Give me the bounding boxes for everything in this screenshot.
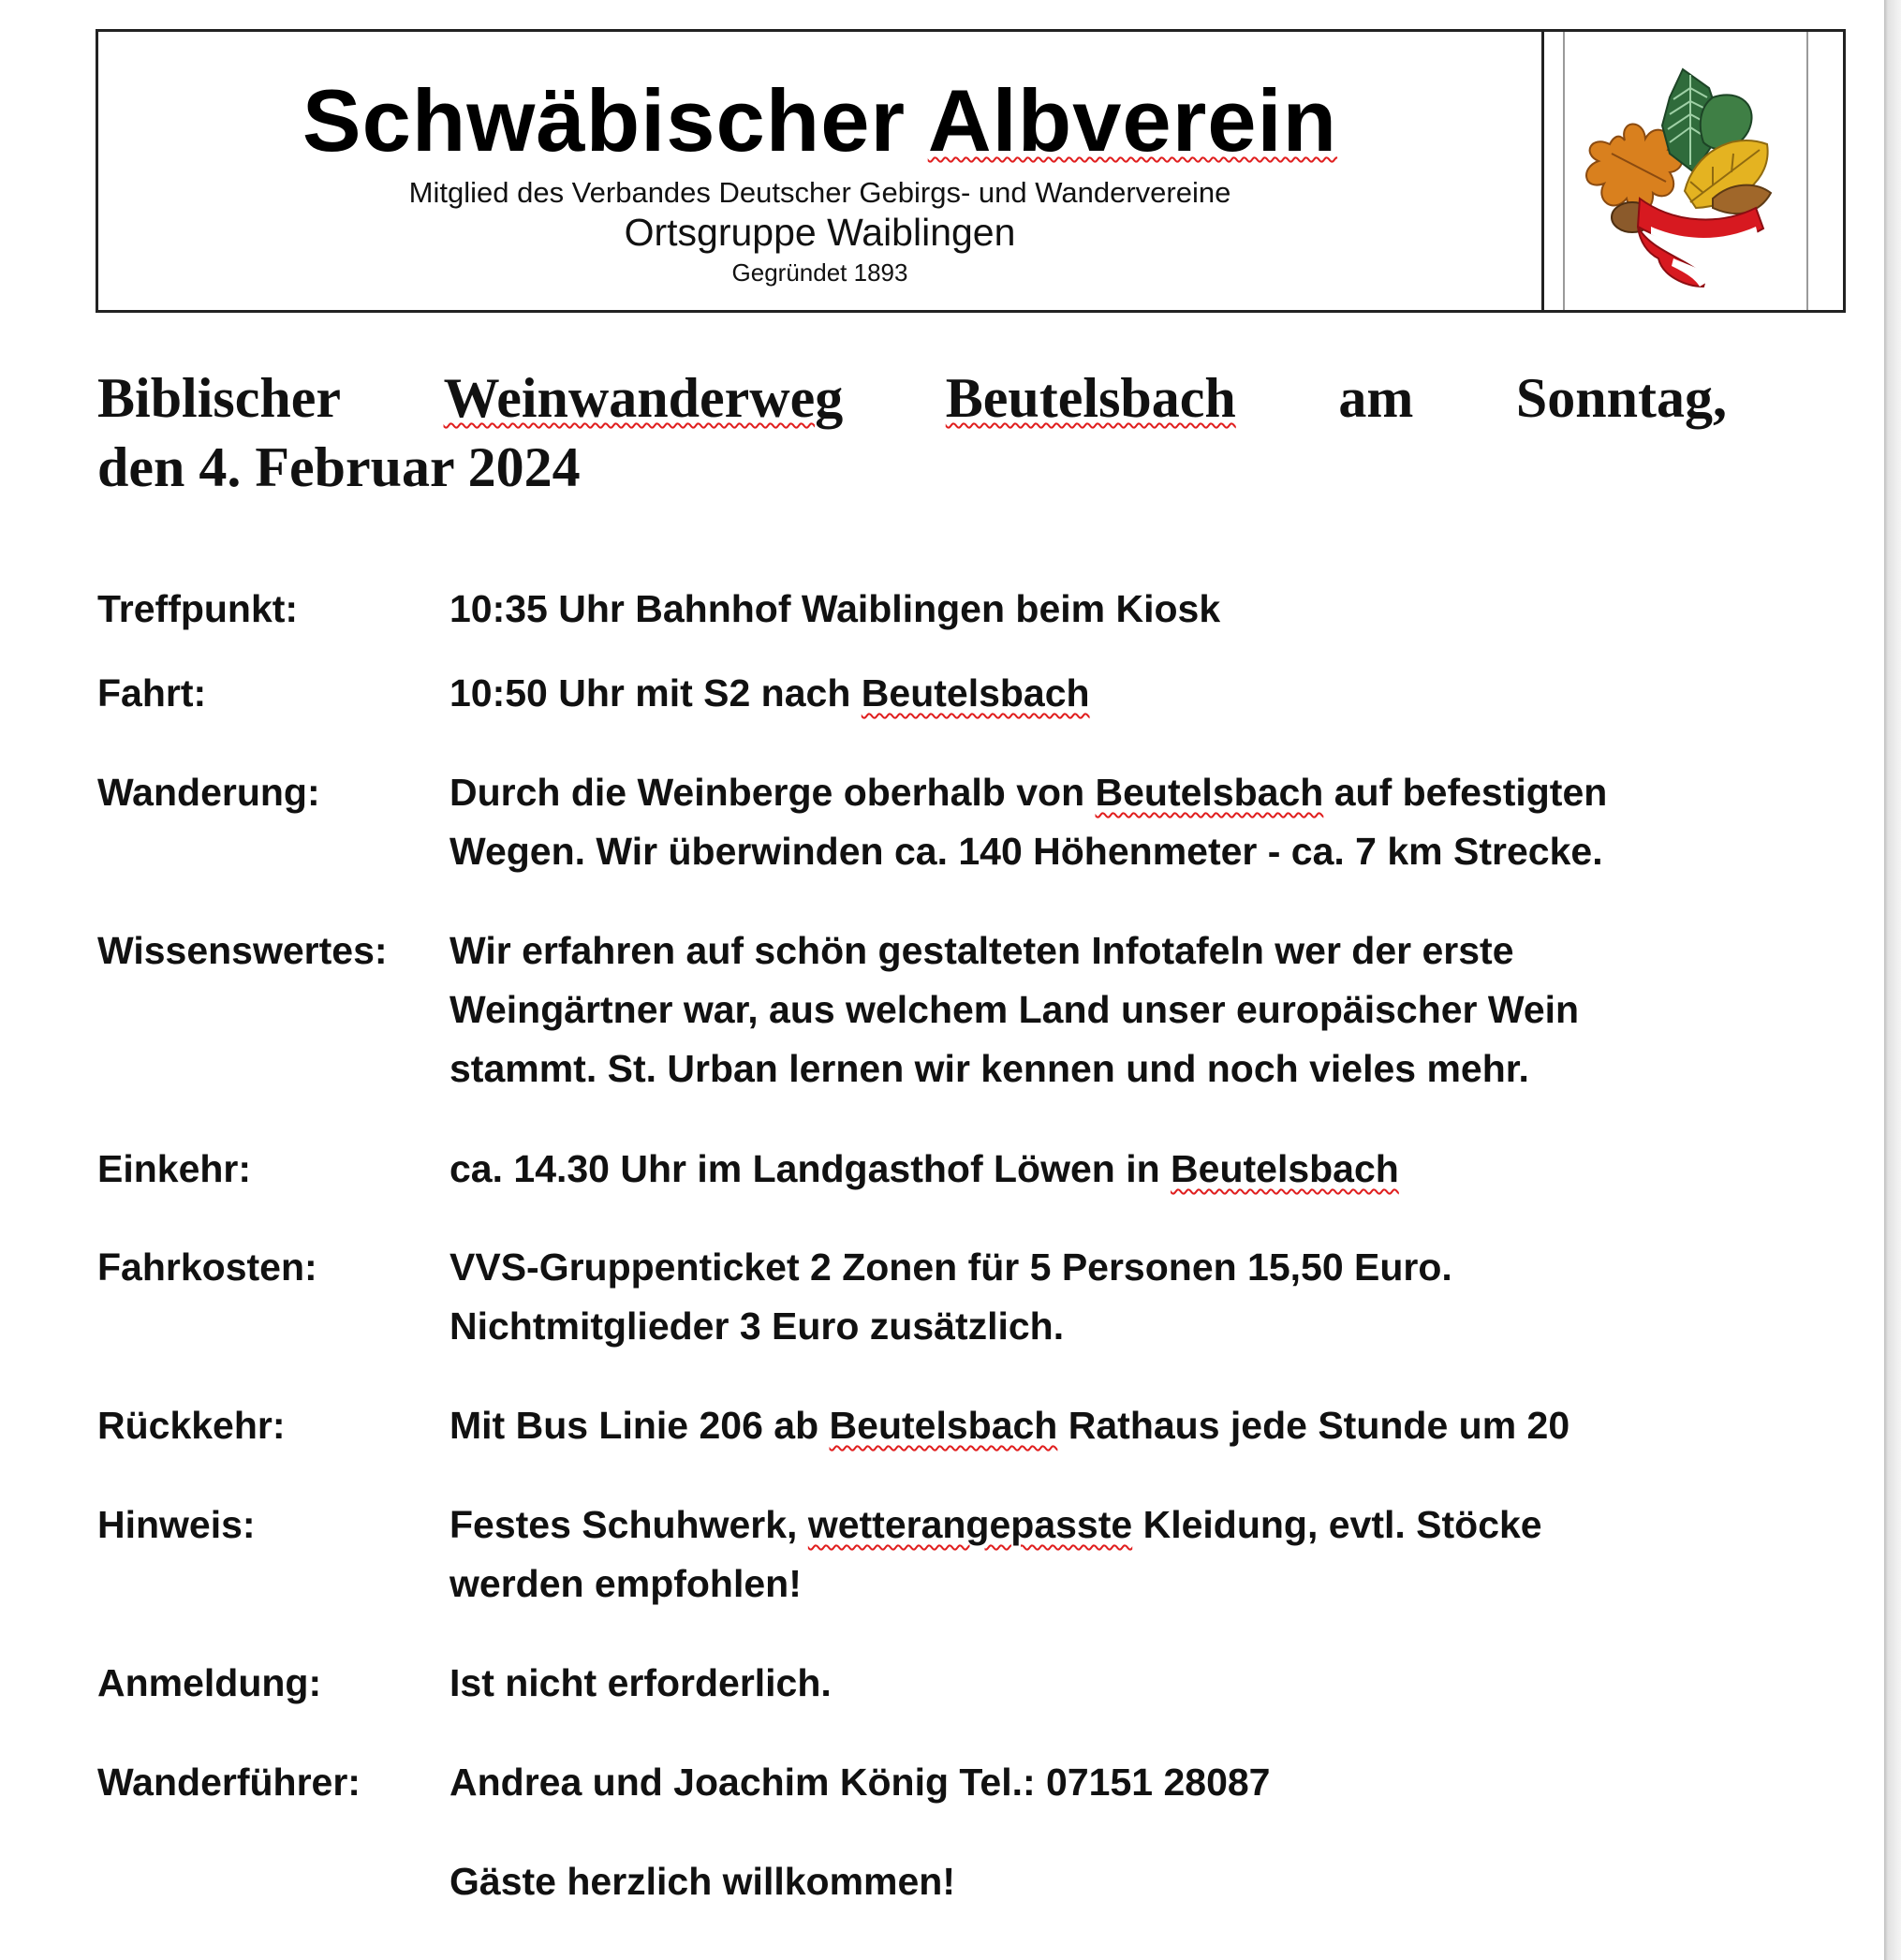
value-fahrt — [449, 664, 1742, 723]
label-hinweis: Hinweis: — [97, 1503, 256, 1546]
event-title — [97, 363, 1727, 502]
value-fahrt-text: 10:50 Uhr mit S2 nach — [449, 671, 862, 715]
title-word: am — [1338, 367, 1414, 429]
value-treffpunkt: 10:35 Uhr Bahnhof Waiblingen beim Kiosk — [449, 587, 1221, 630]
label-rueckkehr: Rückkehr: — [97, 1404, 286, 1447]
label-wissenswertes: Wissenswertes: — [97, 929, 388, 972]
label-anmeldung: Anmeldung: — [97, 1661, 322, 1704]
value-rueckkehr-text: Mit Bus Linie 206 ab — [449, 1404, 830, 1447]
value-hinweis-text-2: Kleidung, evtl. Stöcke werden empfohlen! — [449, 1503, 1542, 1605]
title-word: Sonntag, — [1515, 367, 1727, 429]
value-fahrt-place: Beutelsbach — [861, 671, 1090, 715]
value-rueckkehr-place: Beutelsbach — [829, 1404, 1058, 1447]
value-anmeldung: Ist nicht erforderlich. — [449, 1661, 832, 1704]
value-rueckkehr-text-2: Rathaus jede Stunde um 20 — [1057, 1404, 1570, 1447]
value-wanderung — [449, 763, 1742, 881]
value-fahrkosten: VVS-Gruppenticket 2 Zonen für 5 Personen 15,50 Euro. Nichtmitglieder 3 Euro zusätzlich. — [449, 1245, 1452, 1348]
value-wanderfuehrer: Andrea und Joachim König Tel.: 07151 28087 — [449, 1761, 1271, 1804]
label-fahrt: Fahrt: — [97, 671, 207, 715]
page-edge-shadow — [1884, 0, 1901, 1960]
value-wanderung-place: Beutelsbach — [1095, 771, 1324, 814]
club-name-part2: Albverein — [927, 71, 1338, 169]
value-hinweis — [449, 1496, 1629, 1614]
club-name-part1: Schwäbischer — [302, 71, 906, 169]
label-einkehr: Einkehr: — [97, 1147, 252, 1190]
label-wanderung: Wanderung: — [97, 771, 320, 814]
label-fahrkosten: Fahrkosten: — [97, 1245, 317, 1289]
value-wissenswertes: Wir erfahren auf schön gestalteten Infotafeln wer der erste Weingärtner war, aus welchem Land unser europäischer Wein stammt. St. Urban lernen wir kennen und noch vieles mehr. — [449, 929, 1580, 1090]
letterhead-text — [98, 32, 1544, 310]
title-word: Biblischer — [97, 367, 342, 429]
value-rueckkehr — [449, 1396, 1742, 1455]
value-hinweis-text: Festes Schuhwerk, — [449, 1503, 808, 1546]
value-wanderung-text: Durch die Weinberge oberhalb von — [449, 771, 1096, 814]
club-local-group: Ortsgruppe Waiblingen — [624, 211, 1016, 254]
club-subtitle: Mitglied des Verbandes Deutscher Gebirgs- und Wandervereine — [408, 176, 1231, 209]
value-wanderung-text-2: auf befestigten Wegen. Wir überwinden ca. 140 Höhenmeter - ca. 7 km Strecke. — [449, 771, 1608, 873]
value-hinweis-word: wetterangepasste — [807, 1503, 1133, 1546]
oak-leaf-emblem-icon — [1572, 41, 1801, 300]
value-einkehr — [449, 1140, 1742, 1199]
event-title-line2: den 4. Februar 2024 — [97, 436, 581, 498]
title-word: Weinwanderweg — [443, 367, 844, 429]
label-treffpunkt: Treffpunkt: — [97, 587, 299, 630]
club-founded: Gegründet 1893 — [731, 258, 908, 287]
label-wanderfuehrer: Wanderführer: — [97, 1761, 361, 1804]
club-name — [98, 71, 1541, 169]
letterhead — [96, 29, 1846, 313]
value-einkehr-place: Beutelsbach — [1171, 1147, 1399, 1190]
value-einkehr-text: ca. 14.30 Uhr im Landgasthof Löwen in — [449, 1147, 1172, 1190]
event-title-line1 — [97, 363, 1727, 433]
title-word: Beutelsbach — [945, 367, 1236, 429]
closing-line: Gäste herzlich willkommen! — [449, 1860, 955, 1903]
logo-cell — [1563, 32, 1808, 310]
